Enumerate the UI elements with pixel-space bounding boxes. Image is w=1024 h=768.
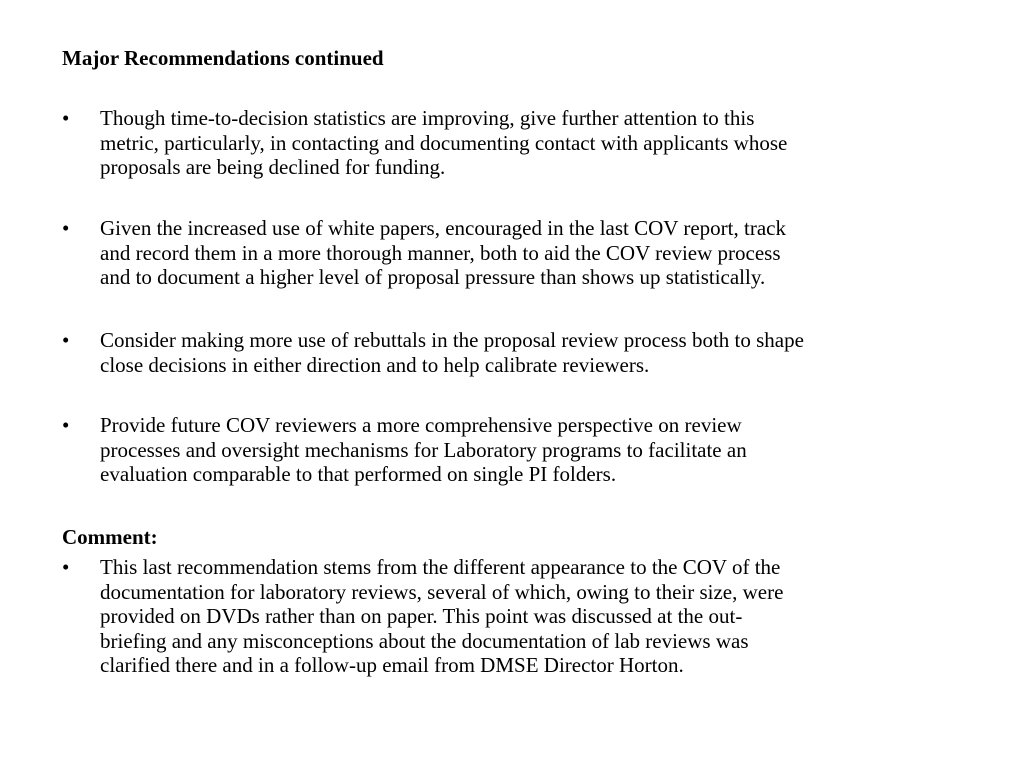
bullet-dot: • xyxy=(62,106,70,130)
text-line: and record them in a more thorough manner, both to aid the COV review process xyxy=(100,240,781,265)
bullet-text xyxy=(100,413,970,487)
text-line: and to document a higher level of proposal pressure than shows up statistically. xyxy=(100,265,766,290)
slide-heading: Major Recommendations continued xyxy=(62,46,384,70)
comment-heading: Comment: xyxy=(62,525,158,549)
text-line: proposals are being declined for funding. xyxy=(100,155,446,180)
bullet-dot: • xyxy=(62,413,70,437)
text-line: Provide future COV reviewers a more comprehensive perspective on review xyxy=(100,413,742,437)
bullet-text xyxy=(100,555,970,678)
text-line: This last recommendation stems from the different appearance to the COV of the xyxy=(100,555,781,579)
text-line: Given the increased use of white papers, encouraged in the last COV report, track xyxy=(100,216,786,240)
bullet-dot: • xyxy=(62,216,70,240)
bullet-text xyxy=(100,106,970,180)
text-line: Though time-to-decision statistics are improving, give further attention to this xyxy=(100,106,755,130)
text-line: briefing and any misconceptions about the documentation of lab reviews was xyxy=(100,628,749,653)
text-line: clarified there and in a follow-up email from DMSE Director Horton. xyxy=(100,653,684,678)
text-line: close decisions in either direction and to help calibrate reviewers. xyxy=(100,352,650,377)
text-line: metric, particularly, in contacting and documenting contact with applicants whose xyxy=(100,130,788,155)
bullet-text xyxy=(100,328,970,377)
text-line: provided on DVDs rather than on paper. This point was discussed at the out- xyxy=(100,604,743,629)
text-line: evaluation comparable to that performed on single PI folders. xyxy=(100,462,617,487)
text-line: processes and oversight mechanisms for Laboratory programs to facilitate an xyxy=(100,437,747,462)
bullet-text xyxy=(100,216,970,290)
bullet-dot: • xyxy=(62,328,70,352)
text-line: documentation for laboratory reviews, several of which, owing to their size, were xyxy=(100,579,784,604)
text-line: Consider making more use of rebuttals in the proposal review process both to shape xyxy=(100,328,804,352)
bullet-dot: • xyxy=(62,555,70,579)
